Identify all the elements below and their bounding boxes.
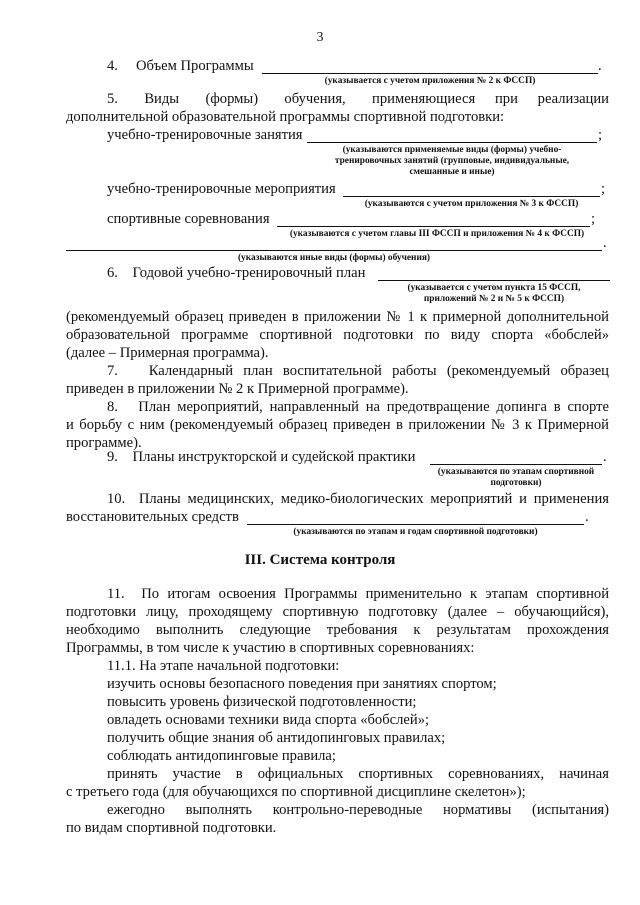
item-5-training-hint-2: тренировочных занятий (групповые, индивидуальные, — [334, 156, 570, 166]
item-6-line-3: (далее – Примерная программа). — [66, 345, 269, 361]
item-5-training-semicolon: ; — [598, 127, 603, 143]
item-10-line-1: 10. Планы медицинских, медико-биологических мероприятий и применения — [107, 491, 609, 507]
item-8-line-1: 8. План мероприятий, направленный на предотвращение допинга в спорте — [107, 399, 609, 415]
item-10-line-2: восстановительных средств — [66, 509, 239, 525]
control-11-1-heading: 11.1. На этапе начальной подготовки: — [107, 658, 340, 674]
item-4-label: Объем Программы — [136, 58, 254, 74]
item-7-line-2: приведен в приложении № 2 к Примерной программе). — [66, 381, 409, 397]
item-5-competitions-hint: (указываются с учетом главы III ФССП и приложения № 4 к ФССП) — [289, 229, 585, 239]
item-9-hint-2: подготовки) — [490, 478, 542, 488]
item-7-line-1: 7. Календарный план воспитательной работы (рекомендуемый образец — [107, 363, 609, 379]
item-5-competitions-label: спортивные соревнования — [107, 211, 270, 227]
page-number: 3 — [316, 30, 324, 45]
item-4-hint: (указывается с учетом приложения № 2 к ФССП) — [324, 76, 536, 86]
item-4-number: 4. — [107, 58, 118, 74]
control-item-7-line-1: ежегодно выполнять контрольно-переводные нормативы (испытания) — [107, 802, 609, 818]
item-5-training-label: учебно-тренировочные занятия — [107, 127, 303, 143]
item-5-other-fill-line — [66, 250, 602, 251]
item-6-label: 6. Годовой учебно-тренировочный план — [107, 265, 366, 281]
item-5-other-hint: (указываются иные виды (формы) обучения) — [237, 253, 431, 263]
item-5-events-label: учебно-тренировочные мероприятия — [107, 181, 336, 197]
item-4-period: . — [598, 58, 602, 74]
item-6-line-1: (рекомендуемый образец приведен в приложении № 1 к примерной дополнительной — [66, 309, 609, 325]
item-5-line-1: 5. Виды (формы) обучения, применяющиеся при реализации — [107, 91, 609, 107]
item-5-training-hint-1: (указываются применяемые виды (формы) учебно- — [342, 145, 562, 155]
control-item-2: повысить уровень физической подготовленности; — [107, 694, 417, 710]
control-item-4: получить общие знания об антидопинговых правилах; — [107, 730, 446, 746]
item-6-fill-line — [378, 280, 610, 281]
item-5-training-fill-line — [307, 142, 597, 143]
item-5-line-2: дополнительной образовательной программы спортивной подготовки: — [66, 109, 505, 125]
item-5-training-hint-3: смешанные и иные) — [409, 167, 495, 177]
control-item-7-line-2: по видам спортивной подготовки. — [66, 820, 277, 836]
item-6-line-2: образовательной программе спортивной подготовки по виду спорта «бобслей» — [66, 327, 609, 343]
item-6-hint-2: приложений № 2 и № 5 к ФССП) — [423, 294, 565, 304]
control-item-3: овладеть основами техники вида спорта «бобслей»; — [107, 712, 430, 728]
control-item-6-line-1: принять участие в официальных спортивных соревнованиях, начиная — [107, 766, 609, 782]
control-11-line-2: подготовки лицу, проходящему спортивную подготовку (далее – обучающийся), — [66, 604, 609, 620]
item-9-label: 9. Планы инструкторской и судейской практики — [107, 449, 416, 465]
section-title: III. Система контроля — [244, 552, 396, 568]
item-9-fill-line — [430, 464, 602, 465]
item-8-line-2: и борьбу с ним (рекомендуемый образец приведен в приложении № 3 к Примерной — [66, 417, 609, 433]
item-5-events-hint: (указываются с учетом приложения № 3 к ФССП) — [364, 199, 579, 209]
item-8-line-3: программе). — [66, 435, 142, 451]
control-item-6-line-2: с третьего года (для обучающихся по спортивной дисциплине скелетон»); — [66, 784, 526, 800]
control-11-line-4: Программы, в том числе к участию в спортивных соревнованиях: — [66, 640, 475, 656]
item-10-hint: (указываются по этапам и годам спортивной подготовки) — [293, 527, 538, 537]
item-4-fill-line — [262, 73, 598, 74]
item-10-fill-line — [247, 524, 584, 525]
item-9-period: . — [603, 449, 607, 465]
control-11-line-1: 11. По итогам освоения Программы применительно к этапам спортивной — [107, 586, 609, 602]
item-5-competitions-fill-line — [277, 226, 590, 227]
control-item-5: соблюдать антидопинговые правила; — [107, 748, 336, 764]
item-9-hint-1: (указываются по этапам спортивной — [437, 467, 595, 477]
item-5-other-period: . — [603, 235, 607, 251]
control-11-line-3: необходимо выполнить следующие требования к результатам прохождения — [66, 622, 609, 638]
item-5-events-fill-line — [343, 196, 600, 197]
item-10-period: . — [585, 509, 589, 525]
item-5-competitions-semicolon: ; — [591, 211, 596, 227]
item-5-events-semicolon: ; — [601, 181, 606, 197]
item-6-hint-1: (указывается с учетом пункта 15 ФССП, — [407, 283, 581, 293]
control-item-1: изучить основы безопасного поведения при занятиях спортом; — [107, 676, 497, 692]
